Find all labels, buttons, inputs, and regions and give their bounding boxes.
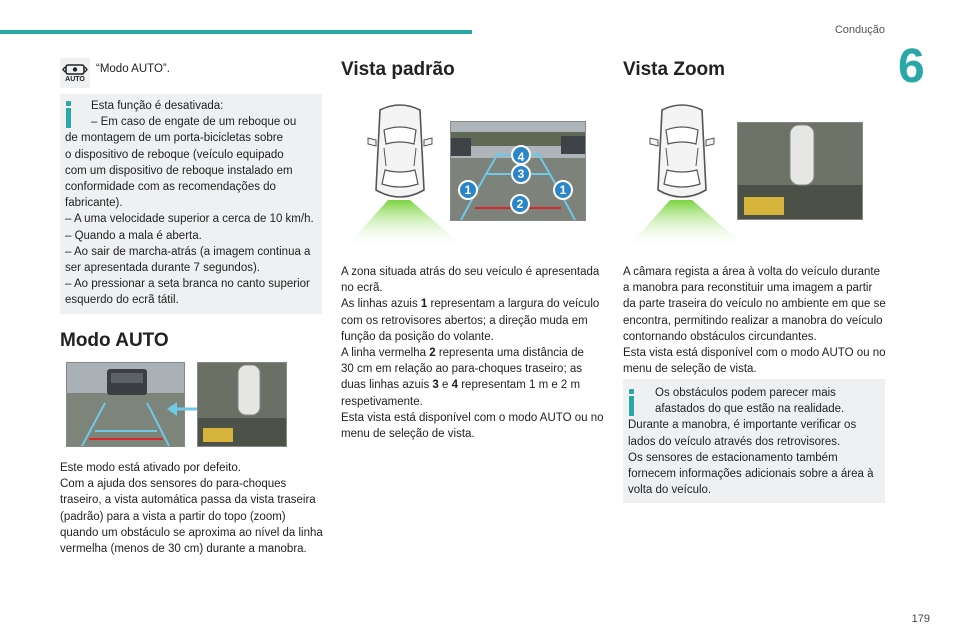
zoom-view-camera-image	[737, 122, 863, 220]
body-line: (padrão) para a vista a partir do topo (zoom)	[60, 510, 286, 523]
info-line: fabricante).	[65, 197, 123, 210]
body-line: Este modo está ativado por defeito.	[60, 462, 241, 474]
body-line: no ecrã.	[341, 282, 383, 295]
body-line: a manobra para reconstituir uma imagem a partir	[623, 282, 873, 295]
marker-1-left: 1	[458, 180, 478, 200]
body-line: com os retrovisores abertos; a direção muda em	[341, 314, 588, 327]
standard-view-camera-image	[450, 121, 586, 221]
info-line: – Em caso de engate de um reboque ou	[91, 116, 297, 129]
heading-modo-auto: Modo AUTO	[60, 330, 169, 351]
info-box-deactivation	[60, 94, 322, 314]
heading-vista-padrao: Vista padrão	[341, 59, 455, 80]
body-line: quando um obstáculo se aproxima ao nível da linha	[60, 526, 323, 539]
body-line: Esta vista está disponível com o modo AUTO ou no	[341, 411, 604, 424]
marker-4: 4	[511, 145, 531, 165]
info-line: fornecem informações adicionais sobre a área à	[628, 468, 874, 481]
info-line: de montagem de um porta-bicicletas sobre	[65, 132, 283, 145]
auto-icon-label: AUTO	[65, 76, 85, 83]
heading-vista-zoom: Vista Zoom	[623, 59, 726, 80]
info-line: Esta função é desativada:	[91, 100, 224, 112]
body-line: encontra, permitindo realizar a manobra do veículo	[623, 314, 883, 327]
zoom-view-description	[623, 264, 888, 377]
info-line: esquerdo do ecrã tátil.	[65, 294, 179, 307]
info-box-text	[65, 98, 321, 309]
info-line: Os sensores de estacionamento também	[628, 451, 838, 464]
body-line: da parte traseira do veículo no ambiente em que se	[623, 298, 886, 311]
info-line: com um dispositivo de reboque instalado em	[65, 164, 293, 177]
info-line: – A uma velocidade superior a cerca de 10 km/h.	[65, 213, 314, 226]
body-line: duas linhas azuis 3 e 4 representam 1 m e 2 m	[341, 379, 581, 392]
body-line: A câmara regista a área à volta do veículo durante	[623, 266, 880, 278]
zoom-camera-image	[197, 362, 287, 447]
info-line: volta do veículo.	[628, 484, 712, 497]
body-line: A zona situada atrás do seu veículo é apresentada	[341, 266, 600, 278]
body-line: Esta vista está disponível com o modo AUTO ou no	[623, 347, 886, 360]
body-line: vermelha (menos de 30 cm) durante a manobra.	[60, 543, 307, 556]
info-line: Durante a manobra, é importante verificar os	[628, 419, 857, 432]
auto-mode-description	[60, 460, 325, 557]
body-line: Com a ajuda dos sensores do para-choques	[60, 478, 287, 491]
info-line: – Ao sair de marcha-atrás (a imagem continua a	[65, 245, 311, 258]
section-title: Condução	[834, 24, 885, 36]
body-line: menu de seleção de vista.	[623, 363, 757, 376]
marker-3: 3	[511, 164, 531, 184]
info-line: lados do veículo através dos retrovisores.	[628, 435, 841, 448]
info-line: ser apresentada durante 7 segundos).	[65, 262, 260, 275]
body-line: respetivamente.	[341, 395, 423, 408]
body-line: A linha vermelha 2 representa uma distância de	[341, 347, 584, 360]
info-line: conformidade com as recomendações do	[65, 181, 276, 194]
page-number: 179	[911, 613, 930, 625]
chapter-number: 6	[898, 40, 925, 93]
auto-icon-caption: “Modo AUTO”.	[96, 63, 170, 75]
marker-2: 2	[510, 194, 530, 214]
header-accent-bar	[0, 30, 472, 34]
info-line: Os obstáculos podem parecer mais	[655, 387, 836, 399]
info-line: – Ao pressionar a seta branca no canto superior	[65, 278, 310, 291]
info-line: afastados do que estão na realidade.	[655, 403, 845, 416]
info-box-obstacles	[623, 379, 885, 503]
auto-mode-icon	[60, 58, 90, 88]
marker-1-right: 1	[553, 180, 573, 200]
info-line: o dispositivo de reboque (veículo equipado	[65, 148, 284, 161]
body-line: função da posição do volante.	[341, 330, 494, 343]
standard-view-description	[341, 264, 606, 442]
body-line: contornando obstáculos circundantes.	[623, 330, 817, 343]
info-line: – Quando a mala é aberta.	[65, 229, 202, 242]
body-line: 30 cm em relação ao para-choques traseiro; as	[341, 363, 582, 376]
body-line: traseiro, a vista automática passa da vista traseira	[60, 494, 316, 507]
body-line: menu de seleção de vista.	[341, 428, 475, 441]
body-line: As linhas azuis 1 representam a largura do veículo	[341, 298, 600, 311]
info-box-text	[628, 385, 884, 498]
